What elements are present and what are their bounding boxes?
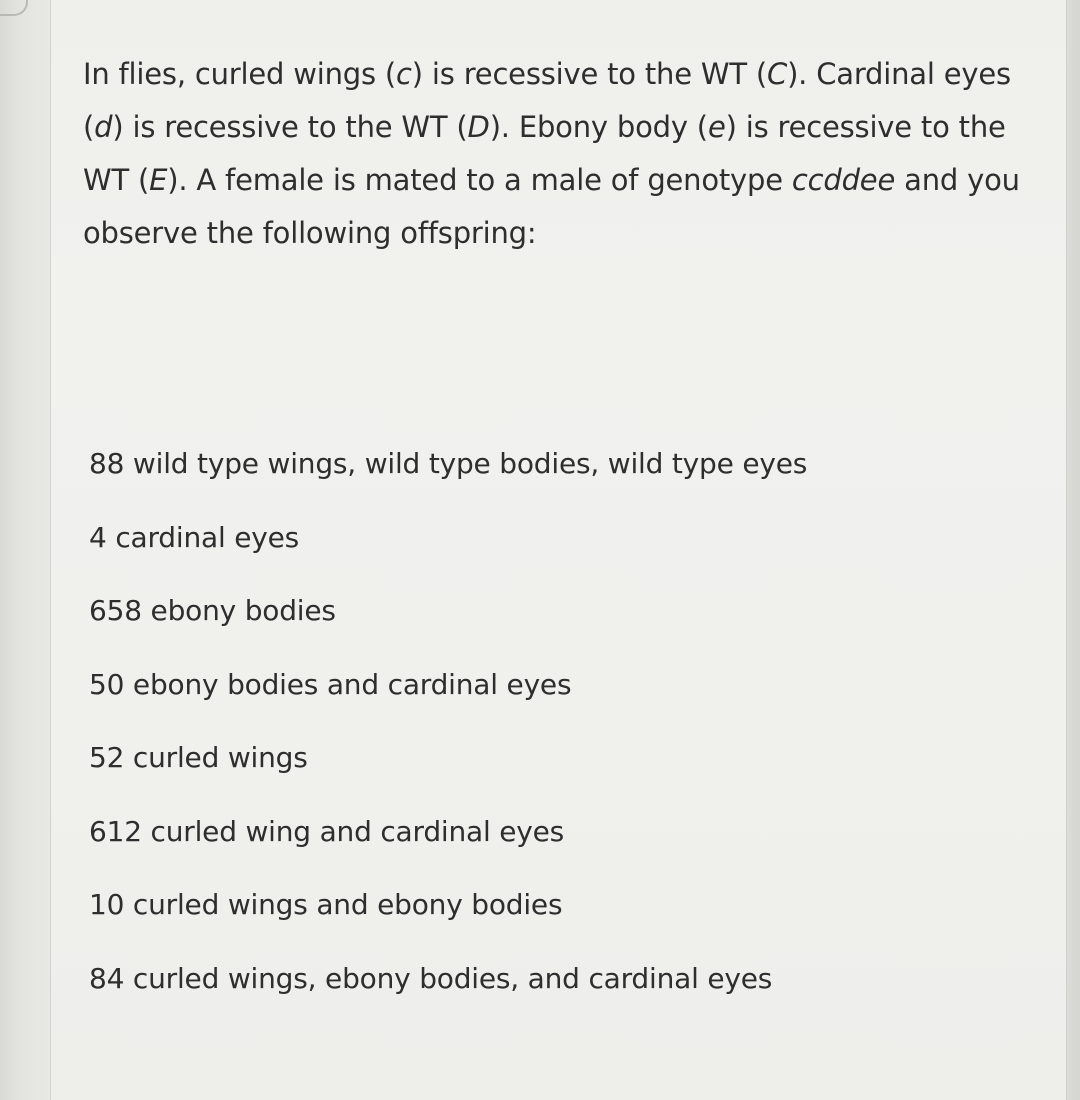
male-genotype: ccddee — [791, 163, 896, 197]
question-text-part: ) is recessive to the WT ( — [112, 110, 468, 144]
corner-mark — [0, 0, 28, 16]
question-text-part: In flies, curled wings ( — [83, 57, 397, 91]
question-text — [83, 48, 1058, 260]
offspring-item: 10 curled wings and ebony bodies — [89, 888, 563, 921]
question-text-part: ). A female is mated to a male of genotype — [167, 163, 792, 197]
question-text-part: ). Cardinal eyes ( — [83, 57, 1011, 144]
question-text-part: ) is recessive to the WT ( — [411, 57, 767, 91]
allele-C: C — [767, 57, 788, 91]
right-margin — [1066, 0, 1080, 1100]
offspring-item: 658 ebony bodies — [89, 594, 336, 627]
question-panel — [51, 0, 1067, 1100]
allele-d: d — [94, 110, 113, 144]
offspring-item: 612 curled wing and cardinal eyes — [89, 814, 565, 848]
allele-e: e — [707, 110, 726, 144]
allele-D: D — [467, 110, 490, 144]
offspring-item: 50 ebony bodies and cardinal eyes — [89, 667, 572, 701]
question-text-part: and you observe the following offspring: — [83, 163, 1020, 250]
question-text-part: ) is recessive to the WT ( — [83, 110, 1006, 197]
question-text-part: ). Ebony body ( — [489, 110, 708, 144]
offspring-item: 84 curled wings, ebony bodies, and cardinal eyes — [89, 961, 773, 995]
left-margin — [0, 0, 51, 1100]
offspring-item: 88 wild type wings, wild type bodies, wild type eyes — [89, 447, 808, 480]
offspring-item: 4 cardinal eyes — [89, 520, 300, 554]
allele-E: E — [149, 163, 168, 197]
offspring-item: 52 curled wings — [89, 741, 308, 774]
offspring-list — [89, 436, 989, 1024]
allele-c: c — [396, 57, 412, 91]
